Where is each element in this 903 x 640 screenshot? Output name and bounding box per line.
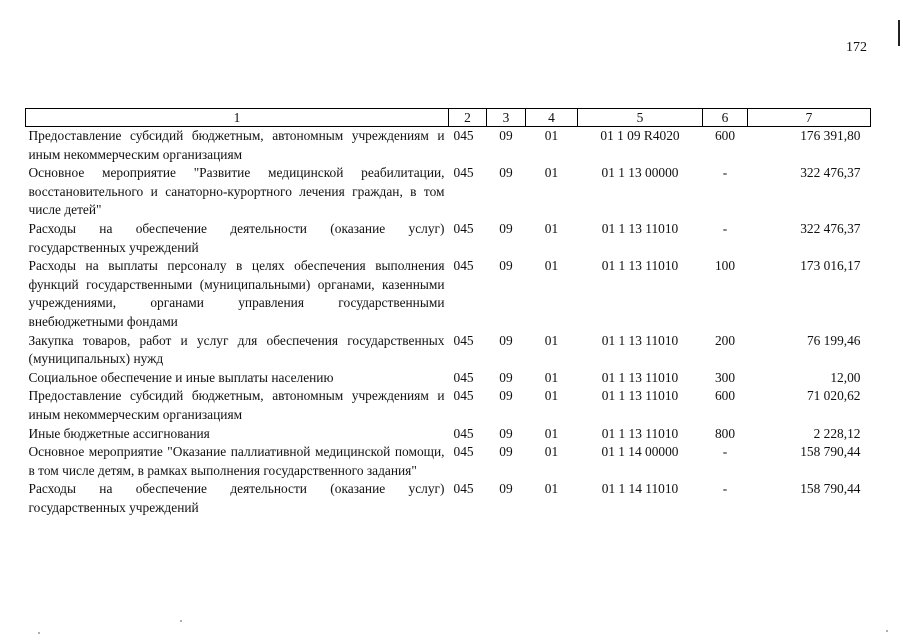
row-ved: 045 [453, 128, 474, 143]
row-csr: 01 1 13 11010 [601, 220, 679, 236]
budget-table [25, 108, 871, 517]
table-row [26, 425, 871, 444]
header-col-5: 5 [578, 109, 703, 127]
row-csr: 01 1 14 11010 [601, 481, 679, 497]
table-row [26, 387, 871, 424]
row-rz: 09 [499, 388, 513, 404]
row-ved: 045 [453, 444, 474, 460]
row-sum: 176 391,80 [800, 128, 861, 143]
row-csr: 01 1 13 11010 [601, 425, 679, 441]
scan-speck [886, 630, 888, 632]
row-csr: 01 1 13 11010 [601, 332, 679, 348]
table-row [26, 127, 871, 165]
row-ved: 045 [453, 481, 474, 497]
row-name: Расходы на обеспечение деятельности (оказание услуг) государственных учреждений [28, 481, 445, 515]
header-col-2: 2 [449, 109, 487, 127]
row-pr: 01 [544, 165, 559, 181]
table-row [26, 220, 871, 257]
row-vr: 600 [714, 128, 736, 143]
row-pr: 01 [544, 369, 559, 385]
row-pr: 01 [544, 220, 559, 236]
row-vr: - [722, 220, 728, 236]
row-sum: 2 228,12 [813, 425, 861, 441]
row-csr: 01 1 13 11010 [601, 369, 679, 385]
row-ved: 045 [453, 369, 474, 385]
row-name: Предоставление субсидий бюджетным, автономным учреждениям и иным некоммерческим организациям [28, 388, 445, 422]
scan-speck [38, 632, 40, 634]
row-rz: 09 [499, 165, 513, 181]
row-name: Расходы на обеспечение деятельности (оказание услуг) государственных учреждений [28, 220, 445, 255]
row-ved: 045 [453, 258, 474, 274]
row-vr: - [722, 165, 728, 181]
row-name: Основное мероприятие "Развитие медицинской реабилитации, восстановительного и санаторно-курортного лечения граждан, в том числе детей" [28, 165, 445, 218]
row-pr: 01 [544, 425, 559, 441]
row-pr: 01 [544, 481, 559, 497]
scan-edge-mark [898, 20, 903, 46]
row-vr: - [722, 481, 728, 497]
row-csr: 01 1 14 00000 [601, 444, 679, 460]
row-sum: 322 476,37 [800, 220, 861, 236]
row-csr: 01 1 13 00000 [601, 165, 679, 181]
row-ved: 045 [453, 332, 474, 348]
row-vr: 100 [714, 258, 736, 274]
row-sum: 322 476,37 [800, 165, 861, 181]
row-vr: 200 [714, 332, 736, 348]
row-vr: - [722, 444, 728, 460]
row-name: Иные бюджетные ассигнования [28, 425, 210, 441]
table-row [26, 480, 871, 517]
row-sum: 71 020,62 [806, 388, 861, 404]
row-pr: 01 [544, 258, 559, 274]
row-pr: 01 [544, 388, 559, 404]
row-pr: 01 [544, 332, 559, 348]
row-rz: 09 [499, 220, 513, 236]
row-sum: 158 790,44 [800, 481, 861, 497]
row-name: Закупка товаров, работ и услуг для обеспечения государственных (муниципальных) нужд [28, 332, 445, 367]
row-name: Предоставление субсидий бюджетным, автономным учреждениям и иным некоммерческим организациям [28, 128, 445, 162]
header-row [26, 109, 871, 127]
row-sum: 12,00 [830, 369, 861, 385]
row-rz: 09 [499, 444, 513, 460]
header-col-6: 6 [703, 109, 748, 127]
table-body [26, 127, 871, 518]
row-rz: 09 [499, 481, 513, 497]
table-header [26, 109, 871, 127]
row-rz: 09 [499, 425, 513, 441]
row-pr: 01 [544, 128, 559, 143]
row-csr: 01 1 09 R4020 [600, 128, 680, 143]
row-sum: 158 790,44 [800, 444, 861, 460]
row-ved: 045 [453, 388, 474, 404]
row-ved: 045 [453, 220, 474, 236]
table-row [26, 443, 871, 480]
row-rz: 09 [499, 369, 513, 385]
row-name: Расходы на выплаты персоналу в целях обеспечения выполнения функций государственными (муниципальными) органами, казенными учреждениями, органами управления государственными внебюджетными фондами [28, 258, 445, 329]
row-sum: 76 199,46 [806, 332, 861, 348]
header-col-3: 3 [487, 109, 526, 127]
row-rz: 09 [499, 258, 513, 274]
header-col-1: 1 [26, 109, 449, 127]
row-vr: 800 [714, 425, 736, 441]
row-name: Социальное обеспечение и иные выплаты населению [28, 369, 334, 385]
row-vr: 600 [714, 388, 736, 404]
table-row [26, 369, 871, 388]
row-ved: 045 [453, 425, 474, 441]
header-col-7: 7 [748, 109, 871, 127]
header-col-4: 4 [526, 109, 578, 127]
row-vr: 300 [714, 369, 736, 385]
row-ved: 045 [453, 165, 474, 181]
table-row [26, 257, 871, 331]
row-rz: 09 [499, 332, 513, 348]
row-csr: 01 1 13 11010 [601, 258, 679, 274]
row-rz: 09 [499, 128, 513, 143]
row-sum: 173 016,17 [800, 258, 861, 274]
page-number: 172 [846, 40, 867, 55]
table-row [26, 164, 871, 220]
row-pr: 01 [544, 444, 559, 460]
row-csr: 01 1 13 11010 [601, 388, 679, 404]
table-row [26, 332, 871, 369]
scan-speck [180, 620, 182, 622]
row-name: Основное мероприятие "Оказание паллиативной медицинской помощи, в том числе детям, в рамках выполнения государственного задания" [28, 444, 445, 478]
